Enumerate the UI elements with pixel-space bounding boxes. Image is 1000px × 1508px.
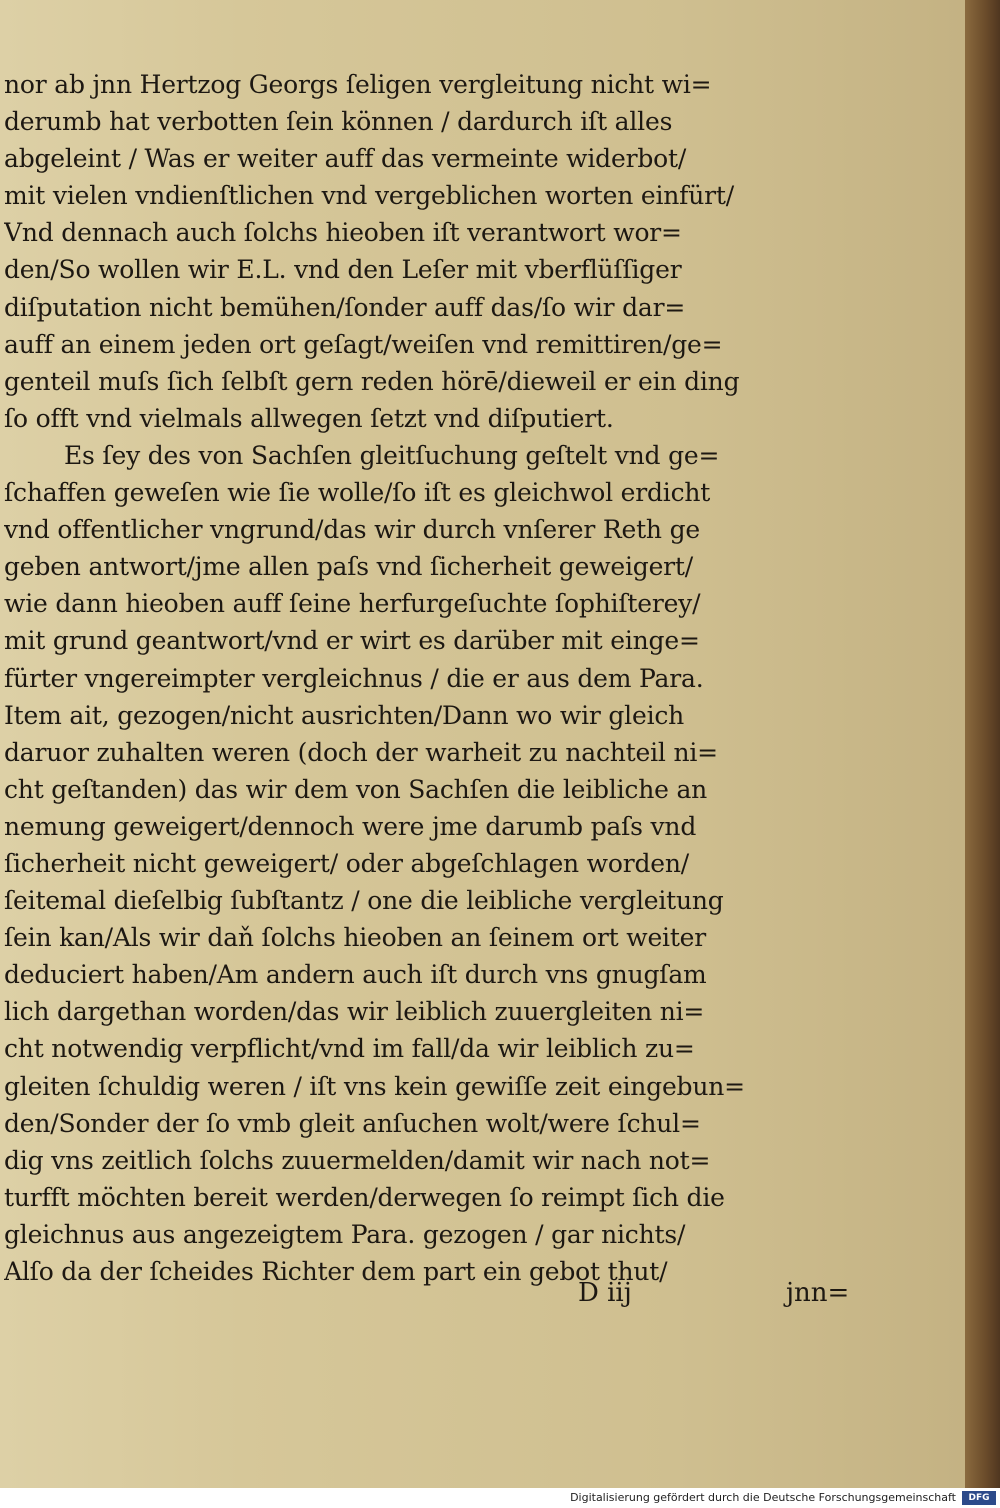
text-line: deduciert haben/Am andern auch iſt durch vns gnugſam: [4, 960, 707, 990]
text-line: diſputation nicht bemühen/ſonder auff das/ſo wir dar=: [4, 292, 686, 322]
text-line: abgeleint / Was er weiter auff das vermeinte widerbot/: [4, 144, 687, 174]
text-line: Item ait, gezogen/nicht ausrichten/Dann wo wir gleich: [4, 700, 685, 730]
text-line: den/Sonder der ſo vmb gleit anſuchen wolt/were ſchul=: [4, 1108, 701, 1138]
text-line: geben antwort/jme allen paſs vnd ſicherheit geweigert/: [4, 552, 694, 582]
text-line: den/So wollen wir E.L. vnd den Leſer mit vberflüſſiger: [4, 255, 682, 285]
text-line: daruor zuhalten weren (doch der warheit zu nachteil ni=: [4, 737, 718, 767]
text-line: turfft möchten bereit werden/derwegen ſo reimpt ſich die: [4, 1182, 725, 1212]
text-line-paragraph-start: Es ſey des von Sachſen gleitſuchung geſtelt vnd ge=: [64, 440, 720, 470]
catchword: jnn=: [786, 1278, 850, 1308]
text-line: ſo offt vnd vielmals allwegen ſetzt vnd diſputiert.: [4, 403, 614, 433]
text-line: mit grund geantwort/vnd er wirt es darüber mit einge=: [4, 626, 700, 656]
signature-mark: D iij: [578, 1278, 632, 1308]
text-line: lich dargethan worden/das wir leiblich zuuergleiten ni=: [4, 997, 705, 1027]
text-line: cht geſtanden) das wir dem von Sachſen die leibliche an: [4, 774, 708, 804]
text-line: ſicherheit nicht geweigert/ oder abgeſchlagen worden/: [4, 848, 690, 878]
text-line: ſchaffen geweſen wie ſie wolle/ſo iſt es gleichwol erdicht: [4, 478, 711, 508]
text-line: cht notwendig verpflicht/vnd im fall/da wir leiblich zu=: [4, 1034, 695, 1064]
text-line: derumb hat verbotten ſein können / dardurch iſt alles: [4, 107, 673, 137]
text-line: genteil muſs ſich ſelbſt gern reden hörē/dieweil er ein ding: [4, 366, 740, 396]
text-line: Alſo da der ſcheides Richter dem part ein gebot thut/: [4, 1257, 668, 1286]
text-line: vnd offentlicher vngrund/das wir durch vnſerer Reth ge: [4, 515, 700, 545]
text-line: ſein kan/Als wir daň ſolchs hieoben an ſeinem ort weiter: [4, 923, 707, 953]
text-line: nor ab jnn Hertzog Georgs ſeligen vergleitung nicht wi=: [4, 70, 712, 99]
text-line: dig vns zeitlich ſolchs zuuermelden/damit wir nach not=: [4, 1145, 711, 1175]
text-line: fürter vngereimpter vergleichnus / die er aus dem Para.: [4, 663, 704, 693]
text-line: nemung geweigert/dennoch were jme darumb paſs vnd: [4, 811, 697, 841]
funding-credit: Digitalisierung gefördert durch die Deutsche Forschungsgemeinschaft: [570, 1491, 956, 1504]
text-line: wie dann hieoben auff ſeine herfurgeſuchte ſophiſterey/: [4, 589, 701, 619]
text-line: auff an einem jeden ort geſagt/weiſen vnd remittiren/ge=: [4, 329, 723, 359]
text-line: Vnd dennach auch ſolchs hieoben iſt verantwort wor=: [4, 218, 682, 248]
text-line: gleichnus aus angezeigtem Para. gezogen / gar nichts/: [4, 1219, 686, 1249]
body-text: [4, 66, 862, 1290]
text-line: gleiten ſchuldig weren / iſt vns kein gewiſſe zeit eingebun=: [4, 1071, 745, 1101]
page-edge-shadow: [965, 0, 1000, 1488]
footer-bar: [0, 1488, 1000, 1508]
dfg-logo: DFG: [962, 1491, 996, 1505]
text-line: mit vielen vndienſtlichen vnd vergeblichen worten einfürt/: [4, 181, 734, 211]
text-line: ſeitemal dieſelbig ſubſtantz / one die leibliche vergleitung: [4, 886, 724, 916]
